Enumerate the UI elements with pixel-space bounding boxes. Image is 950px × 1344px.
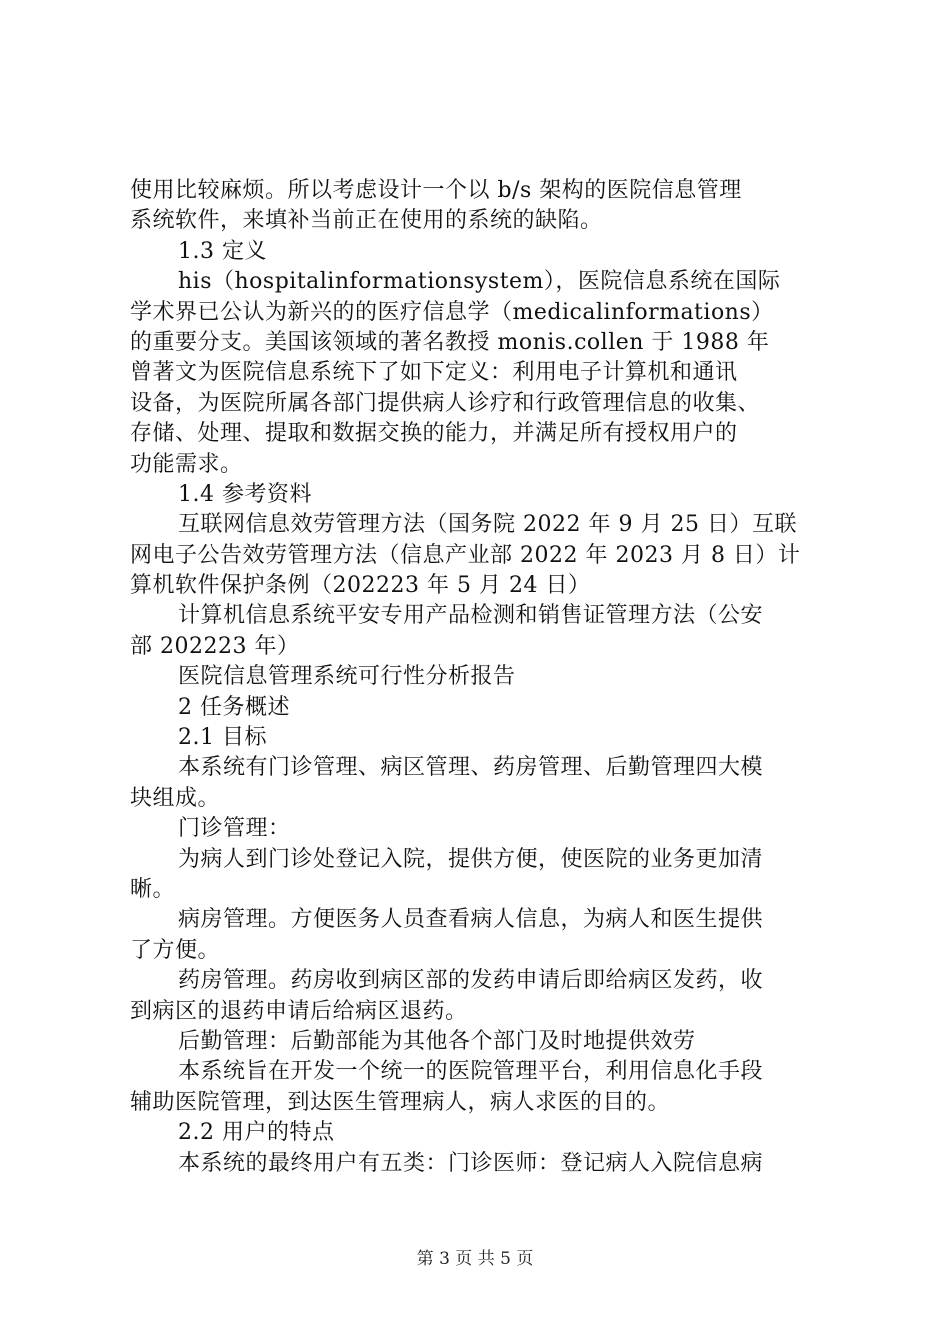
text-line: 为病人到门诊处登记入院，提供方便，使医院的业务更加清	[178, 846, 764, 872]
text-line: 算机软件保护条例（202223 年 5 月 24 日）	[130, 573, 591, 599]
text-line: 本系统的最终用户有五类：门诊医师：登记病人入院信息病	[178, 1150, 764, 1176]
text-line: 本系统旨在开发一个统一的医院管理平台，利用信息化手段	[178, 1059, 764, 1085]
text-line: 2.2 用户的特点	[178, 1120, 335, 1146]
text-line: 2.1 目标	[178, 725, 267, 751]
text-line: his（hospitalinformationsystem），医院信息系统在国际	[178, 269, 781, 295]
page-footer: 第 3 页 共 5 页	[416, 1249, 534, 1269]
text-line: 部 202223 年）	[130, 633, 300, 659]
text-line: 功能需求。	[130, 451, 243, 477]
text-line: 学术界已公认为新兴的的医疗信息学（medicalinformations）	[130, 299, 774, 325]
text-line: 本系统有门诊管理、病区管理、药房管理、后勤管理四大模	[178, 755, 764, 781]
text-line: 1.3 定义	[178, 238, 267, 264]
text-line: 使用比较麻烦。所以考虑设计一个以 b/s 架构的医院信息管理	[130, 178, 742, 203]
document-body	[130, 176, 840, 1179]
text-line: 门诊管理：	[178, 816, 291, 842]
text-line: 存储、处理、提取和数据交换的能力，并满足所有授权用户的	[130, 421, 738, 447]
text-line: 曾著文为医院信息系统下了如下定义：利用电子计算机和通讯	[130, 360, 738, 386]
text-line: 辅助医院管理，到达医生管理病人，病人求医的目的。	[130, 1089, 671, 1115]
text-line: 计算机信息系统平安专用产品检测和销售证管理方法（公安	[178, 603, 764, 629]
text-line: 到病区的退药申请后给病区退药。	[130, 998, 468, 1024]
text-line: 互联网信息效劳管理方法（国务院 2022 年 9 月 25 日）互联	[178, 512, 797, 538]
text-line: 病房管理。方便医务人员查看病人信息，为病人和医生提供	[178, 907, 764, 933]
text-line: 设备，为医院所属各部门提供病人诊疗和行政管理信息的收集、	[130, 390, 761, 416]
text-line: 了方便。	[130, 937, 221, 963]
text-line: 网电子公告效劳管理方法（信息产业部 2022 年 2023 月 8 日）计	[130, 542, 801, 568]
text-line: 药房管理。药房收到病区部的发药申请后即给病区发药，收	[178, 968, 764, 994]
text-line: 系统软件，来填补当前正在使用的系统的缺陷。	[130, 208, 603, 234]
text-line: 的重要分支。美国该领域的著名教授 monis.collen 于 1988 年	[130, 329, 770, 355]
text-line: 后勤管理：后勤部能为其他各个部门及时地提供效劳	[178, 1028, 696, 1054]
text-line: 1.4 参考资料	[178, 481, 312, 507]
text-line: 晰。	[130, 876, 176, 902]
text-line: 医院信息管理系统可行性分析报告	[178, 664, 516, 690]
text-line: 2 任务概述	[178, 694, 290, 720]
text-line: 块组成。	[130, 785, 221, 811]
